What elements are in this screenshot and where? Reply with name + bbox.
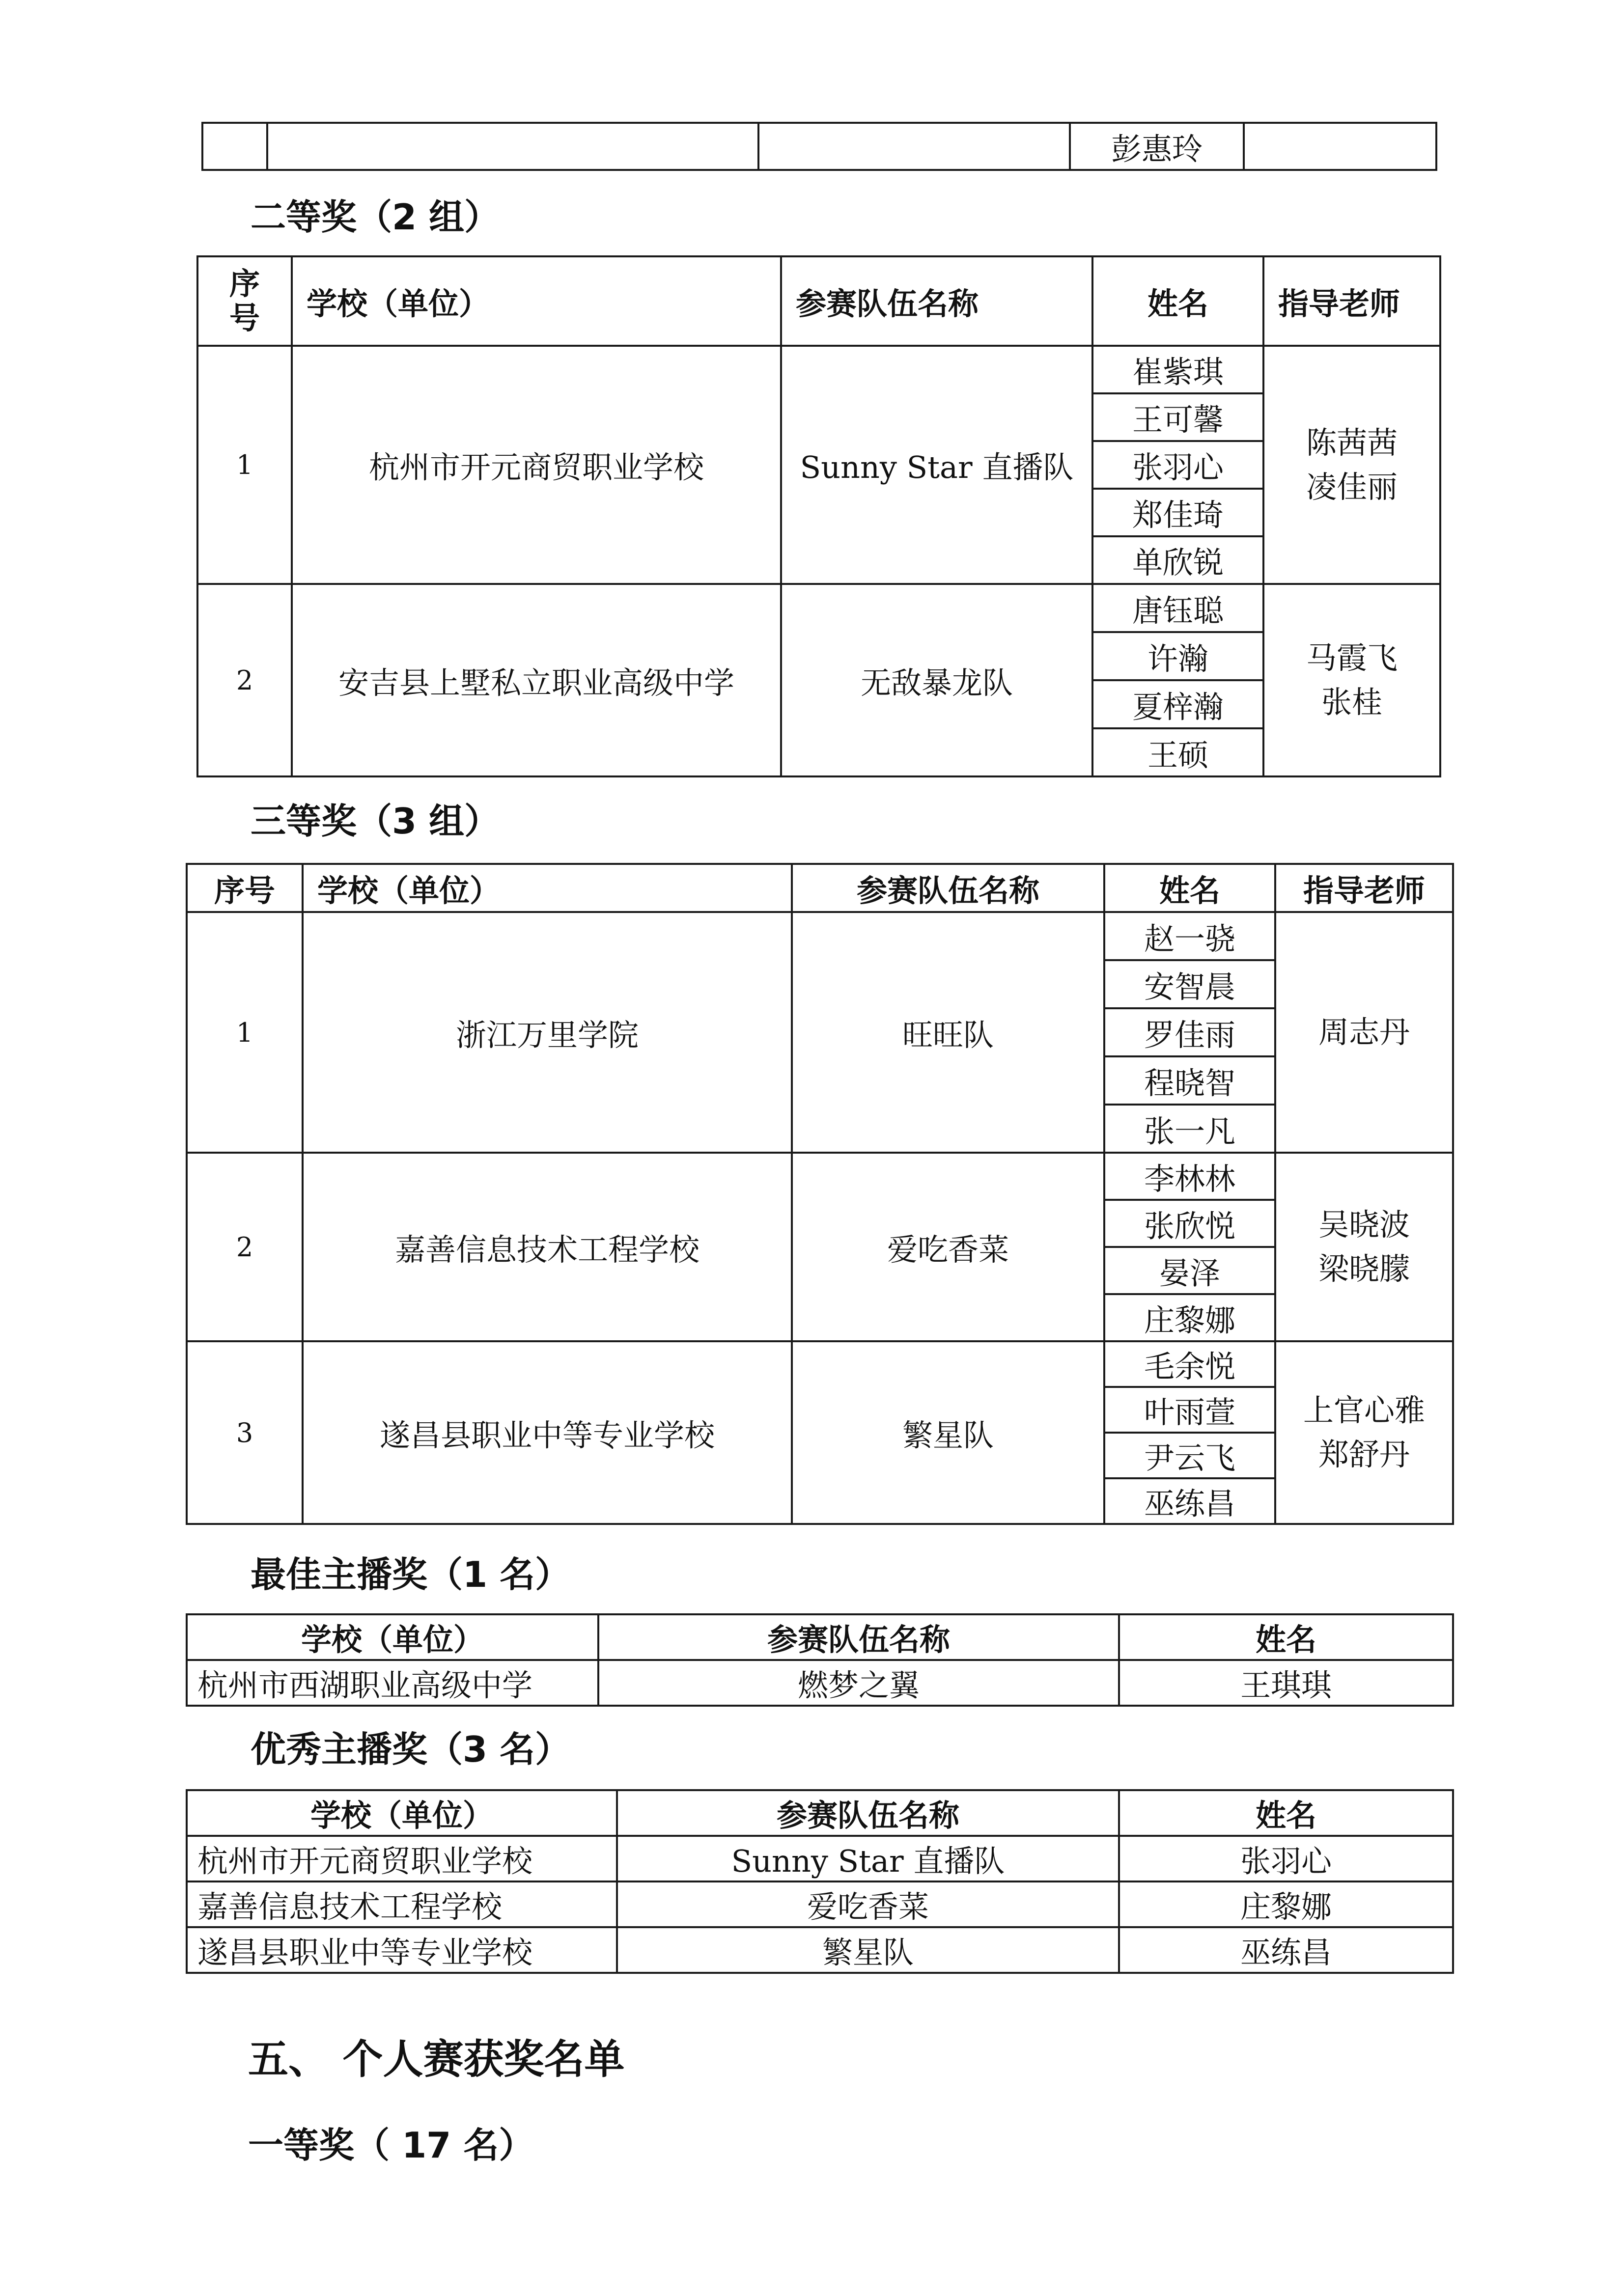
header-team: 参赛队伍名称: [792, 864, 1104, 912]
second-prize-title: 二等奖（2 组）: [251, 196, 500, 238]
student-name: 叶雨萱: [1104, 1387, 1275, 1433]
student-name: 毛余悦: [1104, 1341, 1275, 1387]
row-school: 遂昌县职业中等专业学校: [303, 1341, 792, 1524]
header-school: 学校（单位）: [292, 256, 781, 346]
teacher-name: 吴晓波: [1318, 1207, 1410, 1243]
table-cell: [1244, 123, 1436, 170]
student-name: 唐钰聪: [1092, 584, 1263, 632]
teacher-name: 郑舒丹: [1318, 1437, 1410, 1472]
row-school: 浙江万里学院: [303, 912, 792, 1153]
row-seq: 1: [197, 346, 292, 584]
teacher-name: 周志丹: [1318, 1014, 1410, 1050]
student-name: 郑佳琦: [1092, 489, 1263, 536]
student-name: 庄黎娜: [1104, 1294, 1275, 1341]
header-teacher: 指导老师: [1275, 864, 1453, 912]
section-five-title: 五、 个人赛获奖名单: [248, 2036, 625, 2083]
student-name: 崔紫琪: [1092, 346, 1263, 393]
student-name: 许瀚: [1092, 632, 1263, 680]
student-name: 尹云飞: [1104, 1433, 1275, 1478]
best-host-table: [186, 1613, 1454, 1707]
third-prize-title: 三等奖（3 组）: [251, 801, 500, 842]
teacher-name: 上官心雅: [1303, 1392, 1425, 1428]
student-name: 庄黎娜: [1119, 1881, 1453, 1927]
header-seq: 序号: [187, 864, 303, 912]
row-seq: 2: [187, 1153, 303, 1341]
row-seq: 1: [187, 912, 303, 1153]
student-name: 单欣锐: [1092, 536, 1263, 584]
row-team: 燃梦之翼: [598, 1660, 1119, 1706]
header-team: 参赛队伍名称: [617, 1790, 1119, 1836]
student-name: 李林林: [1104, 1153, 1275, 1200]
row-school: 杭州市开元商贸职业学校: [187, 1836, 617, 1881]
excellent-host-title: 优秀主播奖（3 名）: [251, 1729, 571, 1770]
teacher-name: 梁晓朦: [1318, 1251, 1410, 1287]
row-teachers: [1275, 1341, 1453, 1524]
row-team: Sunny Star 直播队: [781, 346, 1092, 584]
row-team: 爱吃香菜: [792, 1153, 1104, 1341]
header-name: 姓名: [1092, 256, 1263, 346]
row-school: 嘉善信息技术工程学校: [187, 1881, 617, 1927]
header-team: 参赛队伍名称: [598, 1614, 1119, 1660]
student-name: 夏梓瀚: [1092, 680, 1263, 728]
student-name: 张羽心: [1092, 441, 1263, 489]
header-team: 参赛队伍名称: [781, 256, 1092, 346]
row-seq: 3: [187, 1341, 303, 1524]
student-name: 罗佳雨: [1104, 1008, 1275, 1056]
student-name: 晏泽: [1104, 1247, 1275, 1294]
row-teachers: [1263, 346, 1440, 584]
excellent-host-table: [186, 1789, 1454, 1974]
header-name: 姓名: [1104, 864, 1275, 912]
best-host-title: 最佳主播奖（1 名）: [251, 1554, 571, 1595]
table-cell: [758, 123, 1070, 170]
student-name: 王琪琪: [1119, 1660, 1453, 1706]
table-cell: [202, 123, 267, 170]
row-team: Sunny Star 直播队: [617, 1836, 1119, 1881]
header-seq: 序 号: [197, 256, 292, 346]
row-team: 繁星队: [792, 1341, 1104, 1524]
row-teachers: [1263, 584, 1440, 776]
student-name: 张羽心: [1119, 1836, 1453, 1881]
row-school: 杭州市开元商贸职业学校: [292, 346, 781, 584]
student-name: 安智晨: [1104, 960, 1275, 1008]
teacher-name: 张桂: [1321, 684, 1382, 720]
header-school: 学校（单位）: [187, 1614, 598, 1660]
header-school: 学校（单位）: [303, 864, 792, 912]
row-school: 嘉善信息技术工程学校: [303, 1153, 792, 1341]
student-name: 张一凡: [1104, 1105, 1275, 1153]
second-prize-table: [196, 255, 1441, 777]
row-school: 遂昌县职业中等专业学校: [187, 1927, 617, 1973]
row-team: 爱吃香菜: [617, 1881, 1119, 1927]
header-name: 姓名: [1119, 1790, 1453, 1836]
header-teacher: 指导老师: [1263, 256, 1440, 346]
teacher-name: 陈茜茜: [1306, 424, 1398, 461]
row-team: 繁星队: [617, 1927, 1119, 1973]
student-name: 赵一骁: [1104, 912, 1275, 960]
row-school: 安吉县上墅私立职业高级中学: [292, 584, 781, 776]
row-school: 杭州市西湖职业高级中学: [187, 1660, 598, 1706]
student-name: 彭惠玲: [1070, 123, 1244, 170]
student-name: 张欣悦: [1104, 1200, 1275, 1247]
third-prize-table: [186, 863, 1454, 1525]
row-teachers: [1275, 1153, 1453, 1341]
student-name: 程晓智: [1104, 1056, 1275, 1105]
header-school: 学校（单位）: [187, 1790, 617, 1836]
row-seq: 2: [197, 584, 292, 776]
teacher-name: 凌佳丽: [1306, 469, 1398, 505]
student-name: 巫练昌: [1119, 1927, 1453, 1973]
header-name: 姓名: [1119, 1614, 1453, 1660]
first-prize-individual-title: 一等奖（ 17 名）: [248, 2125, 534, 2166]
row-teachers: [1275, 912, 1453, 1153]
row-team: 无敌暴龙队: [781, 584, 1092, 776]
student-name: 巫练昌: [1104, 1478, 1275, 1524]
row-team: 旺旺队: [792, 912, 1104, 1153]
table-cell: [267, 123, 758, 170]
student-name: 王可馨: [1092, 393, 1263, 441]
teacher-name: 马霞飞: [1306, 640, 1398, 676]
student-name: 王硕: [1092, 728, 1263, 776]
previous-table-fragment: [201, 122, 1437, 171]
